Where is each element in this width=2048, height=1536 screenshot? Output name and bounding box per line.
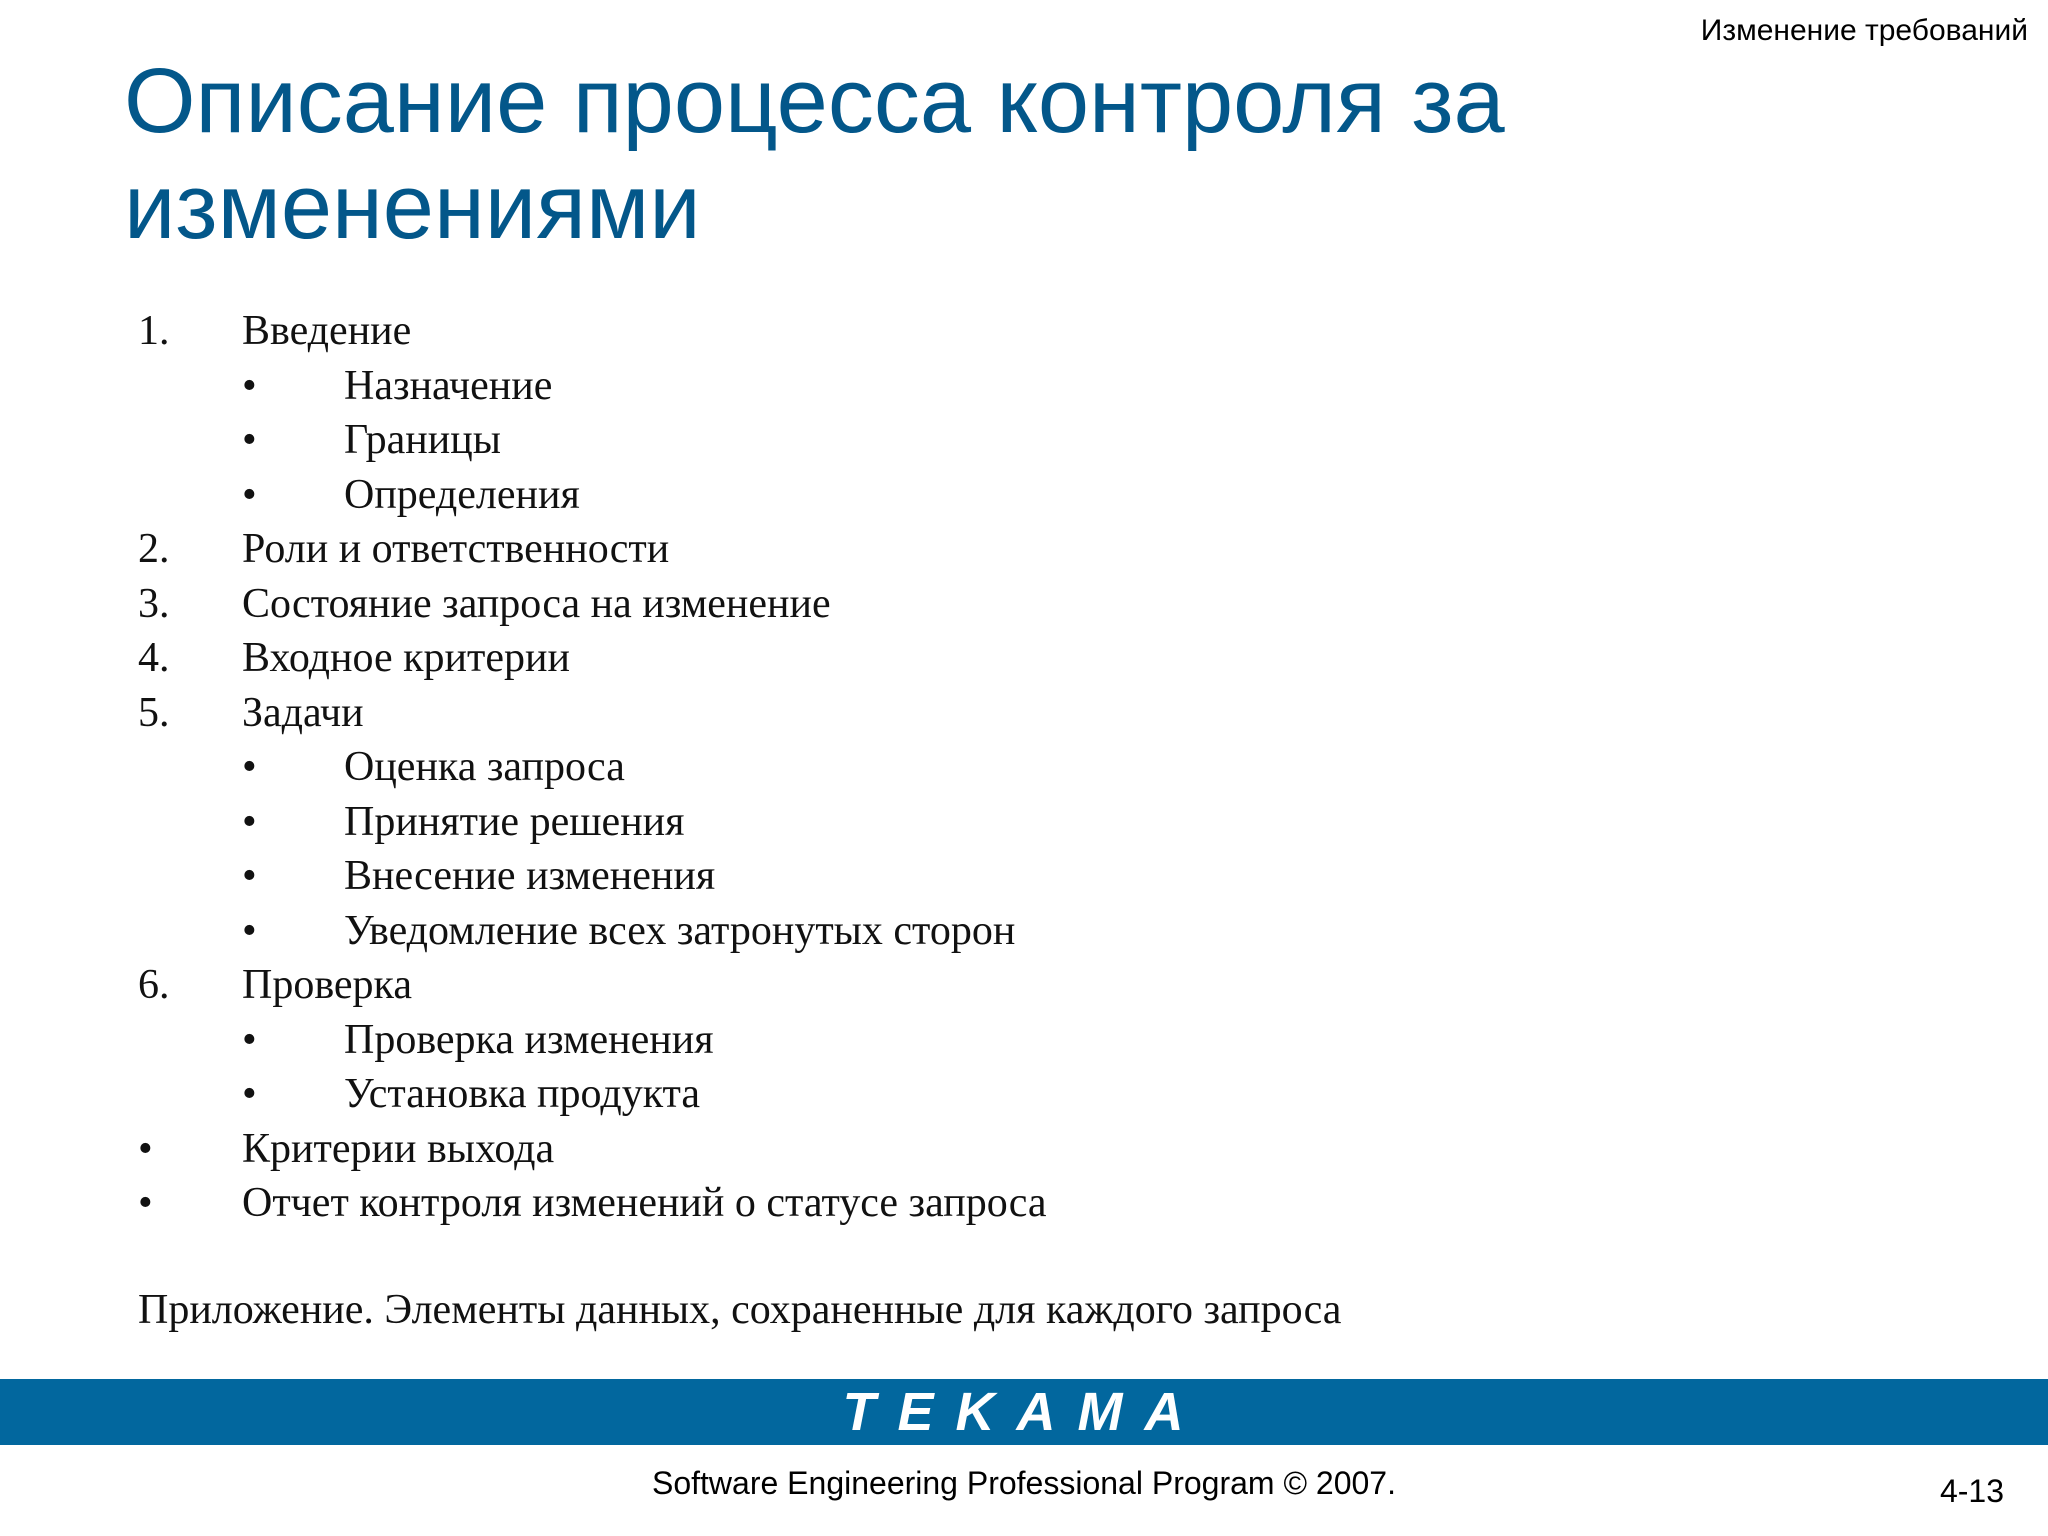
bullet-marker: • (242, 853, 257, 899)
page-number: 4-13 (1939, 1473, 2004, 1509)
slide-title: Описание процесса контроля за изменениями (124, 50, 1505, 258)
outline-item (138, 958, 1838, 1013)
outline-item-text: Уведомление всех затронутых сторон (344, 907, 1016, 954)
bullet-marker: • (242, 1071, 257, 1117)
bullet-marker: • (242, 798, 257, 845)
outline-item-text: Задачи (242, 689, 364, 736)
outline-item-text: Внесение изменения (344, 853, 716, 899)
outline-item-text: Критерии выхода (242, 1125, 555, 1172)
outline-item-text: Принятие решения (344, 798, 685, 845)
outline-item (138, 522, 1838, 577)
outline-item-text: Введение (242, 308, 412, 354)
outline-item (138, 413, 1838, 468)
outline-item (138, 686, 1838, 741)
bullet-marker: • (242, 362, 257, 409)
outline-item-text: Границы (344, 417, 501, 463)
outline-item (138, 631, 1838, 686)
outline-item (138, 849, 1838, 904)
bullet-marker: • (138, 1180, 153, 1226)
outline-item-text: Состояние запроса на изменение (242, 580, 831, 627)
number-marker: 4. (138, 635, 170, 681)
appendix-text: Приложение. Элементы данных, сохраненные для каждого запроса (138, 1287, 1342, 1333)
bullet-marker: • (242, 471, 257, 518)
outline-item-text: Роли и ответственности (242, 526, 670, 572)
section-label: Изменение требований (1700, 14, 2028, 47)
outline-item-text: Назначение (344, 362, 553, 409)
outline-item-text: Установка продукта (344, 1071, 701, 1117)
bullet-marker: • (242, 1016, 257, 1063)
footer-band (0, 1379, 2048, 1445)
outline-item (138, 577, 1838, 632)
outline-item-text: Проверка изменения (344, 1016, 714, 1063)
number-marker: 6. (138, 962, 170, 1008)
number-marker: 5. (138, 689, 170, 736)
outline-item (138, 1176, 1838, 1231)
outline-item (138, 304, 1838, 359)
outline-item (138, 359, 1838, 414)
number-marker: 2. (138, 526, 170, 572)
outline-item (138, 1013, 1838, 1068)
outline-item (138, 795, 1838, 850)
bullet-marker: • (138, 1125, 153, 1172)
outline-item (138, 1067, 1838, 1122)
outline-item (138, 1122, 1838, 1177)
outline-item (138, 468, 1838, 523)
outline-item (138, 740, 1838, 795)
outline-item-text: Входное критерии (242, 635, 570, 681)
outline-list (138, 304, 1838, 1231)
outline-item-text: Проверка (242, 962, 412, 1008)
bullet-marker: • (242, 417, 257, 463)
number-marker: 1. (138, 308, 170, 354)
bullet-marker: • (242, 907, 257, 954)
outline-item (138, 904, 1838, 959)
outline-item-text: Определения (344, 471, 580, 518)
bullet-marker: • (242, 744, 257, 790)
number-marker: 3. (138, 580, 170, 627)
outline-item-text: Отчет контроля изменений о статусе запроса (242, 1180, 1047, 1226)
outline-item-text: Оценка запроса (344, 744, 625, 790)
copyright-text: Software Engineering Professional Program © 2007. (652, 1465, 1396, 1501)
brand-logo-text: TEKAMA (842, 1382, 1206, 1442)
